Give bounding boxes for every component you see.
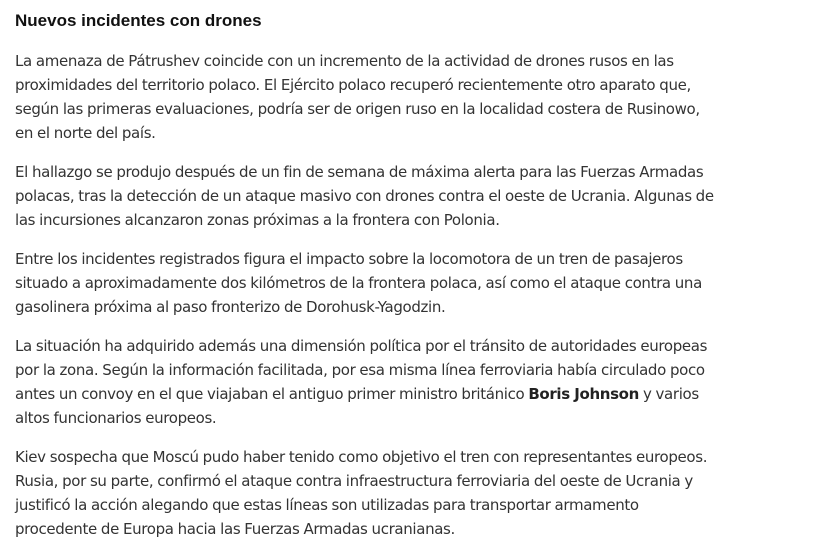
paragraph-text-end: y varios altos funcionarios europeos.: [15, 385, 699, 427]
article-body: [15, 0, 715, 541]
paragraph-alert-weekend: El hallazgo se produjo después de un fin de semana de máxima alerta para las Fuerzas Armadas polacas, tras la detección de un ataque masivo con drones contra el oeste de Ucrania. Algunas de las incursiones alcanzaron zonas próximas a la frontera con Polonia.: [15, 163, 714, 229]
paragraph-kiev-suspicion: Kiev sospecha que Moscú pudo haber tenido como objetivo el tren con representantes europeos. Rusia, por su parte, confirmó el ataque contra infraestructura ferroviaria del oeste de Ucrania y justificó la acción alegando que estas líneas son utilizadas para transportar armamento procedente de Europa hacia las Fuerzas Armadas ucranianas.: [15, 448, 708, 538]
paragraph-patrushev-threat: La amenaza de Pátrushev coincide con un incremento de la actividad de drones rusos en las proximidades del territorio polaco. El Ejército polaco recuperó recientemente otro aparato que, según las primeras evaluaciones, podría ser de origen ruso en la localidad costera de Rusinowo, en el norte del país.: [15, 52, 700, 142]
person-name-boris-johnson: Boris Johnson: [528, 385, 639, 403]
paragraph-incidents: Entre los incidentes registrados figura el impacto sobre la locomotora de un tren de pasajeros situado a aproximadamente dos kilómetros de la frontera polaca, así como el ataque contra una gasolinera próxima al paso fronterizo de Dorohusk-Yagodzin.: [15, 250, 702, 316]
paragraph-political-dimension: [15, 334, 715, 430]
paragraph-text-start: La situación ha adquirido además una dimensión política por el tránsito de autoridades europeas por la zona. Según la información facilitada, por esa misma línea ferroviaria había circulado poco antes un convoy en el que viajaban el antiguo primer ministro británico: [15, 337, 708, 403]
section-heading: Nuevos incidentes con drones: [15, 11, 262, 30]
